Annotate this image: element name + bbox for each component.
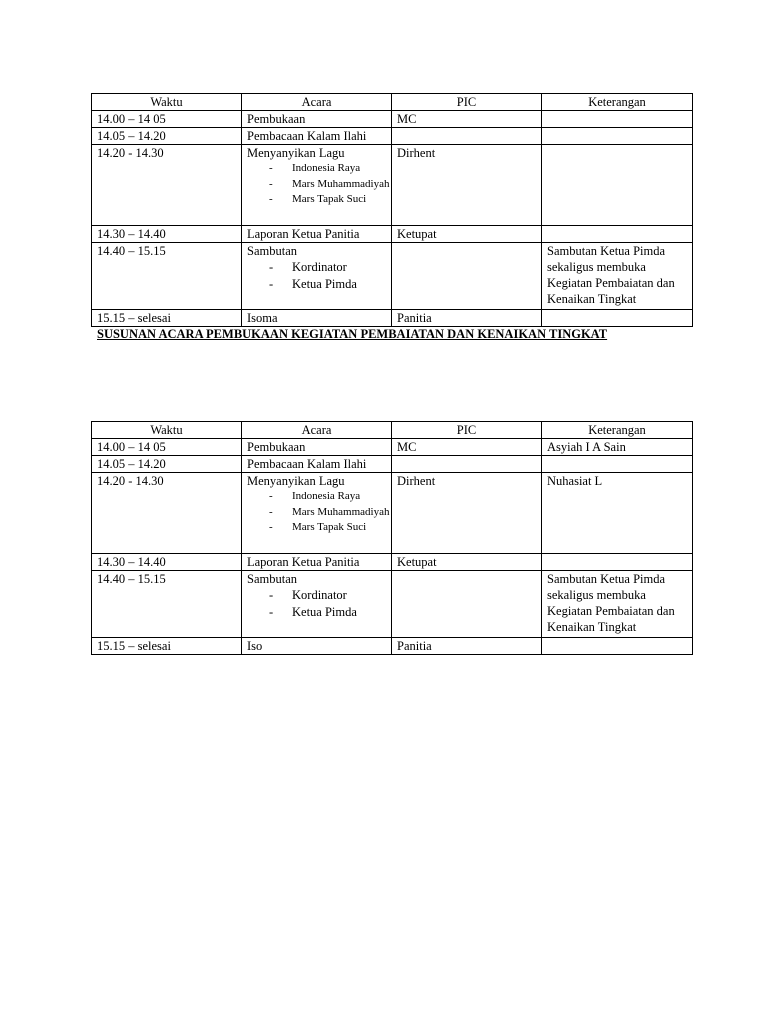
- table-row: [92, 243, 693, 310]
- speaker-list: [247, 587, 391, 621]
- header-acara: Acara: [242, 94, 392, 111]
- cell-waktu: 14.05 – 14.20: [92, 456, 242, 473]
- cell-acara: [242, 145, 392, 226]
- schedule-table-2: [91, 421, 693, 655]
- song-list: [247, 161, 391, 208]
- cell-acara: [242, 571, 392, 638]
- cell-waktu: 14.00 – 14 05: [92, 439, 242, 456]
- cell-pic: Dirhent: [392, 473, 542, 554]
- list-item: - Ketua Pimda: [247, 604, 391, 621]
- cell-pic: [392, 243, 542, 310]
- header-keterangan: Keterangan: [542, 422, 693, 439]
- cell-pic: MC: [392, 439, 542, 456]
- cell-keterangan: [542, 145, 693, 226]
- cell-keterangan: [542, 128, 693, 145]
- cell-pic: Panitia: [392, 638, 542, 655]
- acara-title: Sambutan: [247, 244, 297, 258]
- cell-acara: Laporan Ketua Panitia: [242, 554, 392, 571]
- acara-title: Menyanyikan Lagu: [247, 474, 345, 488]
- cell-pic: [392, 456, 542, 473]
- header-acara: Acara: [242, 422, 392, 439]
- cell-pic: [392, 128, 542, 145]
- table-row: [92, 571, 693, 638]
- speaker-list: [247, 259, 391, 293]
- cell-keterangan: Sambutan Ketua Pimda sekaligus membuka Kegiatan Pembaiatan dan Kenaikan Tingkat: [542, 243, 693, 310]
- header-waktu: Waktu: [92, 422, 242, 439]
- cell-waktu: 14.00 – 14 05: [92, 111, 242, 128]
- cell-waktu: 14.30 – 14.40: [92, 226, 242, 243]
- list-item: - Kordinator: [247, 259, 391, 276]
- table-header-row: [92, 94, 693, 111]
- cell-pic: Panitia: [392, 310, 542, 327]
- list-item: - Mars Tapak Suci: [247, 192, 391, 208]
- cell-acara: Pembacaan Kalam Ilahi: [242, 456, 392, 473]
- table-row: [92, 310, 693, 327]
- document-heading: SUSUNAN ACARA PEMBUKAAN KEGIATAN PEMBAIATAN DAN KENAIKAN TINGKAT: [97, 327, 608, 341]
- list-item: - Ketua Pimda: [247, 276, 391, 293]
- list-item: - Mars Muhammadiyah: [247, 177, 391, 193]
- cell-waktu: 14.20 - 14.30: [92, 473, 242, 554]
- song-list: [247, 489, 391, 536]
- table-row: [92, 145, 693, 226]
- list-item: - Indonesia Raya: [247, 489, 391, 505]
- cell-waktu: 15.15 – selesai: [92, 310, 242, 327]
- cell-waktu: 14.20 - 14.30: [92, 145, 242, 226]
- cell-pic: [392, 571, 542, 638]
- header-pic: PIC: [392, 422, 542, 439]
- cell-acara: Pembukaan: [242, 439, 392, 456]
- cell-keterangan: [542, 310, 693, 327]
- cell-acara: Isoma: [242, 310, 392, 327]
- list-item: - Mars Tapak Suci: [247, 520, 391, 536]
- cell-keterangan: Nuhasiat L: [542, 473, 693, 554]
- cell-pic: MC: [392, 111, 542, 128]
- cell-pic: Ketupat: [392, 554, 542, 571]
- cell-acara: Pembacaan Kalam Ilahi: [242, 128, 392, 145]
- cell-acara: Iso: [242, 638, 392, 655]
- cell-acara: [242, 243, 392, 310]
- cell-waktu: 14.40 – 15.15: [92, 571, 242, 638]
- cell-acara: Pembukaan: [242, 111, 392, 128]
- table-row: [92, 226, 693, 243]
- table-row: [92, 439, 693, 456]
- cell-acara: Laporan Ketua Panitia: [242, 226, 392, 243]
- cell-keterangan: [542, 554, 693, 571]
- table-row: [92, 456, 693, 473]
- list-item: - Indonesia Raya: [247, 161, 391, 177]
- table-row: [92, 128, 693, 145]
- cell-waktu: 14.30 – 14.40: [92, 554, 242, 571]
- list-item: - Mars Muhammadiyah: [247, 505, 391, 521]
- table-row: [92, 554, 693, 571]
- header-keterangan: Keterangan: [542, 94, 693, 111]
- cell-waktu: 14.40 – 15.15: [92, 243, 242, 310]
- cell-waktu: 15.15 – selesai: [92, 638, 242, 655]
- cell-keterangan: [542, 456, 693, 473]
- cell-keterangan: [542, 226, 693, 243]
- cell-keterangan: Sambutan Ketua Pimda sekaligus membuka Kegiatan Pembaiatan dan Kenaikan Tingkat: [542, 571, 693, 638]
- cell-keterangan: [542, 638, 693, 655]
- cell-waktu: 14.05 – 14.20: [92, 128, 242, 145]
- cell-pic: Dirhent: [392, 145, 542, 226]
- acara-title: Menyanyikan Lagu: [247, 146, 345, 160]
- table-row: [92, 638, 693, 655]
- list-item: - Kordinator: [247, 587, 391, 604]
- cell-keterangan: Asyiah I A Sain: [542, 439, 693, 456]
- cell-pic: Ketupat: [392, 226, 542, 243]
- table-row: [92, 473, 693, 554]
- header-waktu: Waktu: [92, 94, 242, 111]
- cell-acara: [242, 473, 392, 554]
- header-pic: PIC: [392, 94, 542, 111]
- table-row: [92, 111, 693, 128]
- cell-keterangan: [542, 111, 693, 128]
- acara-title: Sambutan: [247, 572, 297, 586]
- table-header-row: [92, 422, 693, 439]
- schedule-table-1: [91, 93, 693, 327]
